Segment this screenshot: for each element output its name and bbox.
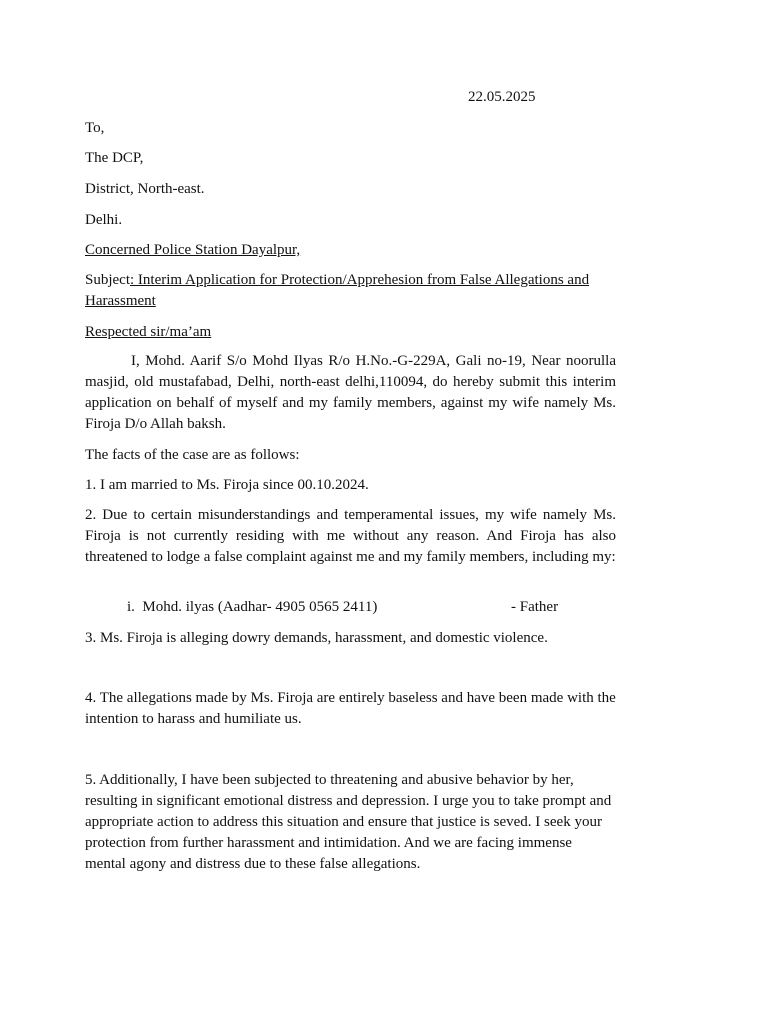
- fact-1: 1. I am married to Ms. Firoja since 00.10.2024.: [85, 477, 369, 493]
- address-recipient: The DCP,: [85, 150, 144, 166]
- address-district: District, North-east.: [85, 181, 205, 197]
- letter-date: 22.05.2025: [468, 89, 536, 105]
- salutation: Respected sir/ma’am: [85, 324, 212, 340]
- fact-4: 4. The allegations made by Ms. Firoja are entirely baseless and have been made with the intention to harass and humiliate us.: [85, 690, 616, 727]
- family-member-item: [127, 597, 559, 618]
- facts-heading: The facts of the case are as follows:: [85, 447, 300, 463]
- family-member-name: Mohd. ilyas (Aadhar- 4905 0565 2411): [142, 599, 378, 615]
- address-city: Delhi.: [85, 212, 123, 228]
- intro-paragraph: I, Mohd. Aarif S/o Mohd Ilyas R/o H.No.-G-229A, Gali no-19, Near noorulla masjid, old mustafabad, Delhi, north-east delhi,110094, do hereby submit this interim application on behalf of myself and my family members, against my wife namely Ms. Firoja D/o Allah baksh.: [85, 353, 616, 432]
- fact-2: 2. Due to certain misunderstandings and temperamental issues, my wife namely Ms. Firoja is not currently residing with me without any reason. And Firoja has also threatened to lodge a false complaint against me and my family members, including my:: [85, 507, 616, 565]
- fact-3: 3. Ms. Firoja is alleging dowry demands, harassment, and domestic violence.: [85, 630, 548, 646]
- address-to: To,: [85, 120, 105, 136]
- subject-text: : Interim Application for Protection/Apprehesion from False Allegations and Harassment: [85, 272, 590, 309]
- family-member-marker: i.: [127, 599, 135, 615]
- concerned-police-station: Concerned Police Station Dayalpur,: [85, 242, 301, 258]
- subject-prefix: Subject: [85, 272, 130, 288]
- fact-5: 5. Additionally, I have been subjected to threatening and abusive behavior by her, resulting in significant emotional distress and depression. I urge you to take prompt and appropriate action to address this situation and ensure that justice is seved. I seek your protection from further harassment and intimidation. And we are facing immense mental agony and distress due to these false allegations.: [85, 772, 612, 872]
- subject-line: [85, 270, 616, 312]
- family-member-relation: - Father: [511, 599, 559, 615]
